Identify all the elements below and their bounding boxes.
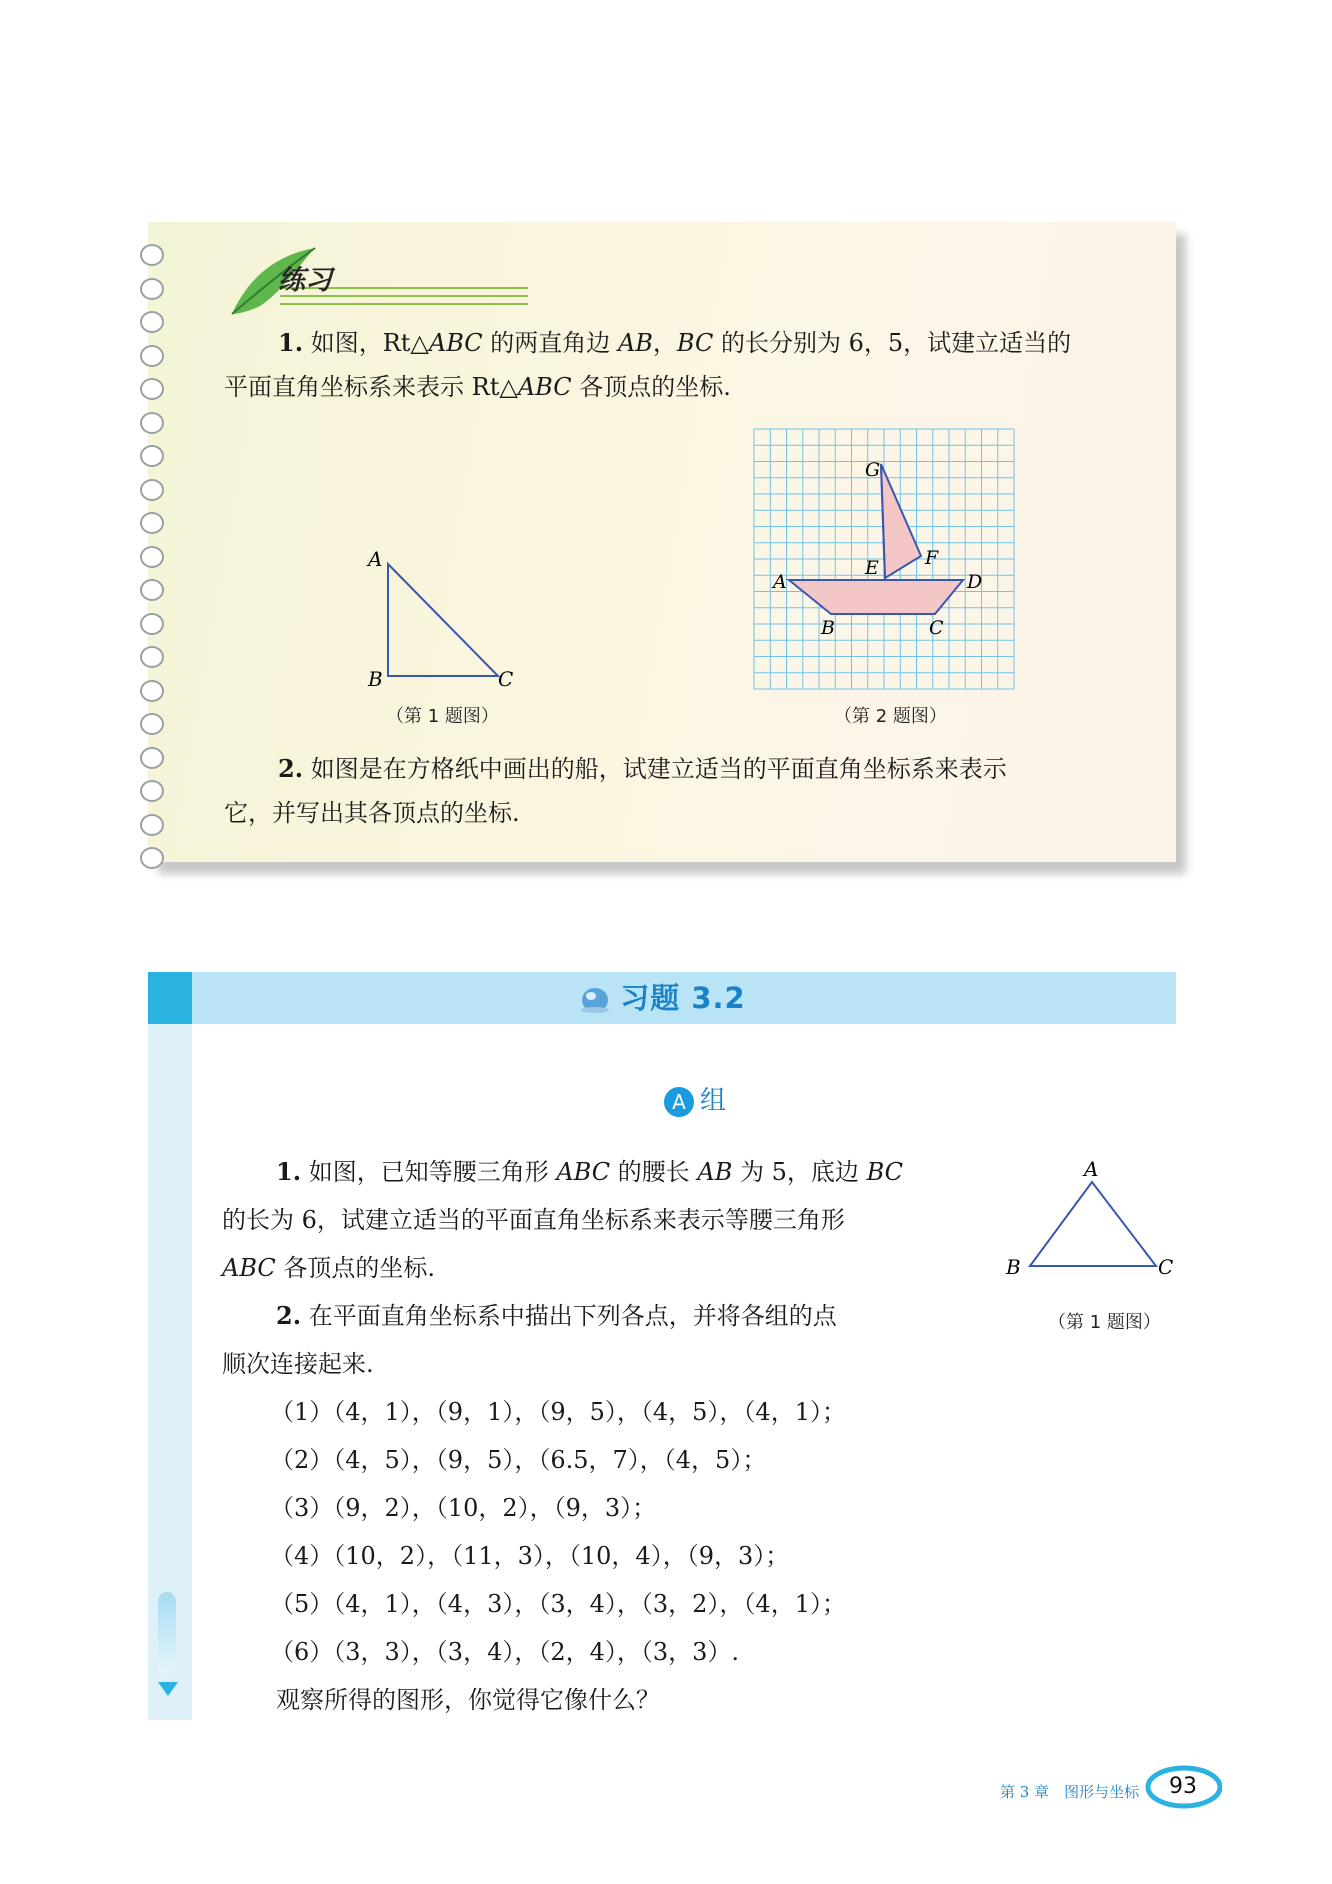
notebook-ring bbox=[140, 445, 164, 467]
q1-number: 1. bbox=[278, 328, 304, 357]
page-number: 93 bbox=[1169, 1774, 1197, 1799]
q1-text-d: 平面直角坐标系来表示 Rt△ bbox=[224, 373, 518, 401]
practice-q1-line1 bbox=[278, 320, 1071, 366]
exercise-header bbox=[148, 972, 1176, 1024]
footer-chapter: 第 3 章 图形与坐标 bbox=[1000, 1783, 1140, 1801]
point-list-item: （6）（3，3），（3，4），（2，4），（3，3）. bbox=[270, 1638, 740, 1666]
boat-sail bbox=[881, 464, 921, 578]
notebook-ring bbox=[140, 479, 164, 501]
notebook-ring bbox=[140, 378, 164, 400]
ex-q2-text-a: 在平面直角坐标系中描出下列各点，并将各组的点 bbox=[308, 1302, 837, 1330]
q2-number: 2. bbox=[278, 754, 304, 783]
exercise-closing-question: 观察所得的图形，你觉得它像什么？ bbox=[276, 1686, 660, 1714]
exercise-q1-line3 bbox=[222, 1244, 435, 1292]
notebook-ring bbox=[140, 646, 164, 668]
boat-label-a: A bbox=[773, 571, 787, 593]
exercise-sidebar bbox=[148, 972, 192, 1720]
q1-ab: AB bbox=[617, 329, 653, 357]
iso-label-b: B bbox=[1006, 1255, 1021, 1278]
exercise-header-tab bbox=[148, 972, 192, 1024]
down-arrow-icon bbox=[156, 1680, 180, 1698]
notebook-ring bbox=[140, 747, 164, 769]
ex-q1-bc: BC bbox=[866, 1158, 904, 1186]
q1-abc-2: ABC bbox=[517, 373, 572, 401]
practice-q1-line2 bbox=[224, 365, 731, 410]
ex-q1-text-b: 的腰长 bbox=[617, 1158, 690, 1186]
q1-comma: ， bbox=[652, 329, 677, 357]
point-list-item: （2）（4，5），（9，5），（6.5，7），（4，5）； bbox=[270, 1446, 767, 1474]
boat-label-d: D bbox=[967, 571, 983, 593]
boat-hull bbox=[789, 580, 963, 614]
notebook-ring bbox=[140, 680, 164, 702]
boat-label-c: C bbox=[929, 617, 944, 639]
notebook-ring bbox=[140, 713, 164, 735]
notebook-ring bbox=[140, 814, 164, 836]
exercise-q2-line1 bbox=[276, 1292, 837, 1340]
ex-q1-text-a: 如图，已知等腰三角形 bbox=[308, 1158, 549, 1186]
notebook-ring bbox=[140, 613, 164, 635]
exercise-q2-line2: 顺次连接起来. bbox=[222, 1350, 374, 1378]
notebook-ring bbox=[140, 412, 164, 434]
notebook-ring bbox=[140, 847, 164, 869]
boat-label-g: G bbox=[865, 459, 881, 481]
q1-abc: ABC bbox=[428, 329, 483, 357]
exercise-title bbox=[148, 972, 1176, 1024]
boat-label-f: F bbox=[925, 547, 939, 569]
iso-label-c: C bbox=[1158, 1255, 1174, 1278]
notebook-ring bbox=[140, 311, 164, 333]
iso-label-a: A bbox=[1084, 1158, 1099, 1181]
ex-q1-number: 1. bbox=[276, 1157, 302, 1186]
ex-q1-abc-2: ABC bbox=[222, 1254, 276, 1282]
ex-q1-text-d: 各顶点的坐标. bbox=[283, 1254, 436, 1282]
fig2-caption: （第 2 题图） bbox=[834, 706, 947, 727]
notebook-ring bbox=[140, 780, 164, 802]
q1-text-b: 的两直角边 bbox=[490, 329, 611, 357]
practice-title: 练习 bbox=[278, 265, 332, 296]
q2-text-a: 如图是在方格纸中画出的船，试建立适当的平面直角坐标系来表示 bbox=[310, 755, 1007, 783]
boat-label-e: E bbox=[865, 557, 879, 579]
group-badge: A bbox=[664, 1087, 694, 1117]
notebook-ring bbox=[140, 345, 164, 367]
point-list-item: （4）（10，2），（11，3），（10，4），（9，3）； bbox=[270, 1542, 790, 1570]
q1-text-c: 的长分别为 6，5，试建立适当的 bbox=[721, 329, 1072, 357]
figure-isosceles-triangle bbox=[1000, 1158, 1180, 1278]
point-list-item: （1）（4，1），（9，1），（9，5），（4，5），（4，1）； bbox=[270, 1398, 846, 1426]
ex-q1-ab: AB bbox=[697, 1158, 733, 1186]
triangle-abc bbox=[388, 564, 498, 676]
exercise-q1-line2: 的长为 6，试建立适当的平面直角坐标系来表示等腰三角形 bbox=[222, 1206, 845, 1234]
q1-text-e: 各顶点的坐标. bbox=[579, 373, 731, 401]
notebook-ring bbox=[140, 244, 164, 266]
practice-panel bbox=[148, 222, 1176, 862]
q1-text-a: 如图，Rt△ bbox=[310, 329, 429, 357]
practice-q2-line1 bbox=[278, 746, 1007, 792]
notebook-ring bbox=[140, 546, 164, 568]
notebook-ring bbox=[140, 579, 164, 601]
vertex-label-b: B bbox=[368, 667, 383, 691]
ex-q2-number: 2. bbox=[276, 1301, 302, 1330]
figure-right-triangle bbox=[358, 532, 518, 692]
boat-label-b: B bbox=[821, 617, 835, 639]
notebook-ring bbox=[140, 278, 164, 300]
exercise-title-text: 习题 3.2 bbox=[620, 981, 746, 1015]
vertex-label-c: C bbox=[498, 667, 514, 691]
group-a-heading bbox=[664, 1080, 726, 1117]
scroll-thumb bbox=[158, 1592, 176, 1674]
fig1-caption: （第 1 题图） bbox=[386, 706, 499, 727]
q1-bc: BC bbox=[676, 329, 714, 357]
figure-boat-grid bbox=[753, 428, 1015, 690]
notebook-ring bbox=[140, 512, 164, 534]
ex-q1-text-c: 为 5，底边 bbox=[740, 1158, 859, 1186]
exercise-q1-line1 bbox=[276, 1148, 903, 1196]
point-list-item: （5）（4，1），（4，3），（3，4），（3，2），（4，1）； bbox=[270, 1590, 846, 1618]
exercise-fig1-caption: （第 1 题图） bbox=[1048, 1312, 1161, 1333]
practice-q2-line2: 它，并写出其各顶点的坐标. bbox=[224, 799, 520, 827]
group-label: 组 bbox=[700, 1086, 727, 1116]
point-list-item: （3）（9，2），（10，2），（9，3）； bbox=[270, 1494, 657, 1522]
feather-icon bbox=[210, 244, 550, 324]
ex-q1-abc: ABC bbox=[556, 1158, 611, 1186]
triangle-abc-iso bbox=[1030, 1182, 1156, 1266]
globe-icon bbox=[578, 985, 612, 1015]
vertex-label-a: A bbox=[368, 547, 383, 571]
